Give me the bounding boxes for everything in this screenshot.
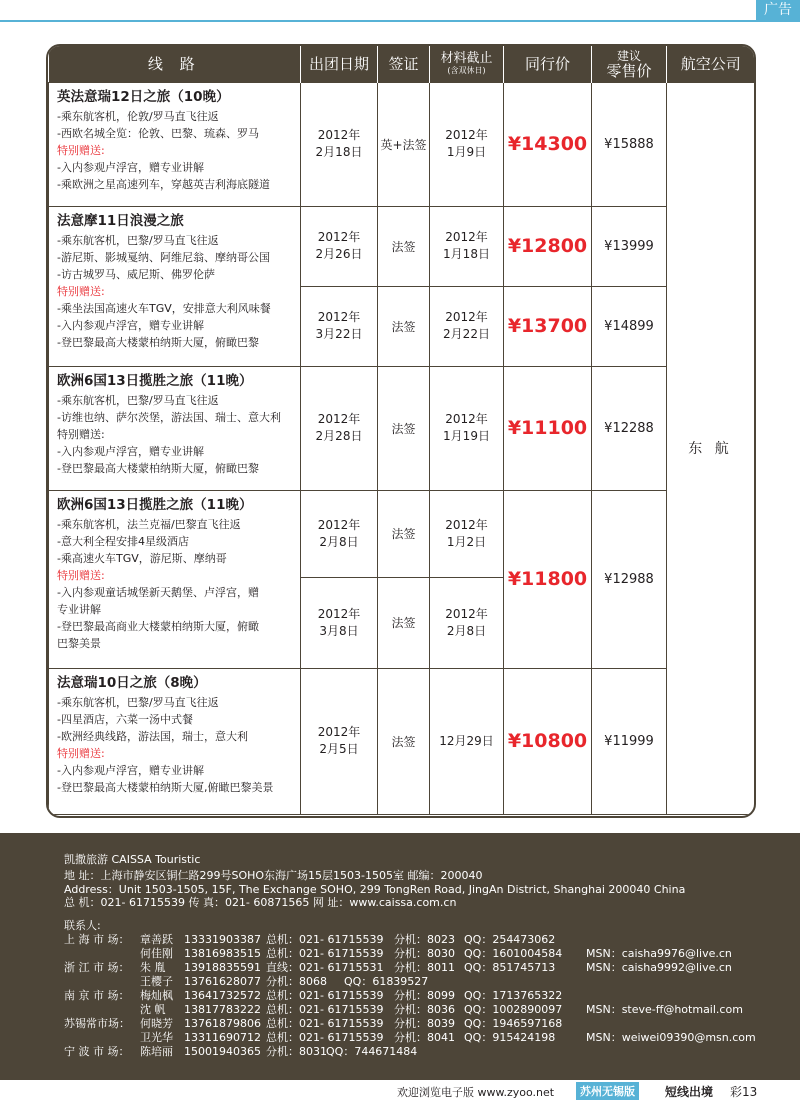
deadline-date <box>430 577 504 668</box>
departure-date <box>301 206 378 286</box>
date-day: 3月8日 <box>319 623 359 638</box>
route-line: -乘东航客机，巴黎/罗马直飞往返 <box>57 393 219 407</box>
date-year: 2012年 <box>317 412 361 426</box>
date-day: 3月22日 <box>315 327 363 341</box>
retail-price: ¥15888 <box>592 82 667 206</box>
deadline-day: 1月18日 <box>443 247 490 261</box>
header-retail-l2: 零售价 <box>606 61 652 80</box>
route-line: -欧洲经典线路，游法国，瑞士，意大利 <box>57 729 248 743</box>
header-date: 出团日期 <box>301 46 378 82</box>
agent-price: ¥11800 <box>504 490 592 668</box>
contact-qq: QQ：1002890097 <box>464 1003 563 1016</box>
date-day: 2月28日 <box>315 429 363 443</box>
route-extra: -登巴黎最高大楼蒙柏纳斯大厦，俯瞰巴黎 <box>57 461 259 475</box>
agent-price: ¥10800 <box>504 668 592 814</box>
route-extra: -入内参观卢浮宫，赠专业讲解 <box>57 160 204 174</box>
visa-type: 法签 <box>378 366 430 490</box>
site-promo-link[interactable]: 欢迎浏览电子版 www.zyoo.net <box>397 1086 555 1099</box>
contact-name: 梅灿枫 <box>140 989 173 1002</box>
date-year: 2012年 <box>317 310 361 324</box>
address-en: Address：Unit 1503-1505, 15F, The Exchange SOHO, 299 TongRen Road, JingAn District, Shanghai 200040 China <box>64 883 686 896</box>
departure-date <box>301 286 378 366</box>
contact-market: 浙 江 市 场： <box>64 961 130 974</box>
deadline-date <box>430 206 504 286</box>
contact-line: 分机：8031 <box>266 1045 327 1058</box>
special-gift-label: 特别赠送: <box>57 568 105 582</box>
route-cell <box>49 366 301 490</box>
route-cell <box>49 490 301 668</box>
header-deadline-main: 材料截止 <box>440 50 493 66</box>
route-cell <box>49 206 301 366</box>
date-year: 2012年 <box>317 517 361 532</box>
date-year: 2012年 <box>317 128 361 142</box>
retail-price: ¥12988 <box>592 490 667 668</box>
contact-line: 总机：021- 61715539 <box>266 989 384 1002</box>
route-extra: 巴黎美景 <box>57 636 101 650</box>
route-line: -乘东航客机，巴黎/罗马直飞往返 <box>57 233 219 247</box>
date-day: 2月8日 <box>319 534 359 549</box>
contact-mobile: 13311690712 <box>184 1031 261 1044</box>
contact-line: 总机：021- 61715539 <box>266 947 384 960</box>
special-gift-label: 特别赠送: <box>57 427 105 441</box>
date-day: 2月5日 <box>319 742 359 756</box>
deadline-day: 2月22日 <box>443 327 490 341</box>
header-airline: 航空公司 <box>667 46 755 82</box>
route-title: 欧洲6国13日揽胜之旅（11晚） <box>57 496 253 513</box>
retail-price: ¥13999 <box>592 206 667 286</box>
deadline-year: 2012年 <box>445 412 488 426</box>
company-footer <box>0 833 800 1080</box>
visa-type: 法签 <box>378 286 430 366</box>
deadline-day: 2月8日 <box>446 623 487 638</box>
contact-mobile: 13816983515 <box>184 947 261 960</box>
visa-type: 法签 <box>378 206 430 286</box>
departure-date <box>301 577 378 668</box>
contact-mobile: 13331903387 <box>184 933 261 946</box>
contact-msn: MSN：caisha9976@live.cn <box>586 947 732 960</box>
contact-ext: 分机：8030 <box>394 947 455 960</box>
section-title: 短线出境 <box>665 1085 714 1099</box>
route-extra: 专业讲解 <box>57 602 101 616</box>
contact-market: 南 京 市 场： <box>64 989 130 1002</box>
header-visa: 签证 <box>378 46 430 82</box>
contact-ext: 分机：8099 <box>394 989 455 1002</box>
header-retail-l1: 建议 <box>616 48 641 63</box>
contact-qq: QQ：915424198 <box>464 1031 556 1044</box>
route-line: -访维也纳、萨尔茨堡，游法国、瑞士、意大利 <box>57 410 281 424</box>
header-route: 线 路 <box>49 46 301 82</box>
company-name: 凯撒旅游 CAISSA Touristic <box>64 853 201 866</box>
route-title: 法意瑞10日之旅（8晚） <box>57 674 207 691</box>
edition-tag: 苏州无锡版 <box>576 1082 639 1100</box>
retail-price: ¥12288 <box>592 366 667 490</box>
phone-info: 总 机：021- 61715539 传 真：021- 60871565 网 址：www.caissa.com.cn <box>64 896 457 909</box>
table-row <box>49 668 755 814</box>
date-year: 2012年 <box>317 725 361 739</box>
route-line: -游尼斯、影城戛纳、阿维尼翁、摩纳哥公国 <box>57 250 270 264</box>
deadline-date <box>430 366 504 490</box>
contact-qq: QQ：1601004584 <box>464 947 563 960</box>
date-day: 2月18日 <box>315 145 363 159</box>
header-retail <box>592 46 667 82</box>
contact-ext: 分机：8039 <box>394 1017 455 1030</box>
table-row <box>49 366 755 490</box>
airline-cell: 东 航 <box>667 82 755 814</box>
contact-qq: QQ：254473062 <box>464 933 556 946</box>
contact-msn: MSN：weiwei09390@msn.com <box>586 1031 756 1044</box>
special-gift-label: 特别赠送: <box>57 143 105 157</box>
departure-date <box>301 366 378 490</box>
departure-date <box>301 668 378 814</box>
agent-price: ¥12800 <box>504 206 592 286</box>
visa-type: 法签 <box>378 490 430 577</box>
route-extra: -入内参观卢浮宫，赠专业讲解 <box>57 318 204 332</box>
tour-table-container <box>46 44 756 818</box>
deadline-year: 2012年 <box>445 128 488 142</box>
contact-market: 宁 波 市 场： <box>64 1045 130 1058</box>
route-line: -意大利全程安排4星级酒店 <box>57 534 189 548</box>
route-extra: -登巴黎最高大楼蒙柏纳斯大厦，俯瞰巴黎 <box>57 335 259 349</box>
table-row <box>49 82 755 206</box>
route-line: -乘东航客机，法兰克福/巴黎直飞往返 <box>57 517 241 531</box>
route-line: -乘高速火车TGV，游尼斯、摩纳哥 <box>57 551 227 565</box>
header-agent-price: 同行价 <box>504 46 592 82</box>
deadline-date <box>430 286 504 366</box>
route-extra: -乘欧洲之星高速列车，穿越英吉利海底隧道 <box>57 177 270 191</box>
route-extra: -入内参观童话城堡新天鹅堡、卢浮宫，赠 <box>57 585 259 599</box>
ad-badge: 广告 <box>756 0 800 20</box>
contact-line: 总机：021- 61715539 <box>266 933 384 946</box>
route-extra: -登巴黎最高大楼蒙柏纳斯大厦,俯瞰巴黎美景 <box>57 780 274 794</box>
contact-mobile: 13641732572 <box>184 989 261 1002</box>
route-extra: -登巴黎最高商业大楼蒙柏纳斯大厦，俯瞰 <box>57 619 259 633</box>
visa-type: 法签 <box>378 668 430 814</box>
contact-line: 总机：021- 61715539 <box>266 1031 384 1044</box>
contact-msn: MSN：steve-ff@hotmail.com <box>586 1003 743 1016</box>
deadline-year: 2012年 <box>445 517 488 532</box>
route-line: -西欧名城全览：伦敦、巴黎、琉森、罗马 <box>57 126 259 140</box>
contact-ext: QQ：744671484 <box>326 1045 418 1058</box>
contact-ext: 分机：8036 <box>394 1003 455 1016</box>
deadline-year: 2012年 <box>445 310 488 324</box>
top-divider <box>0 20 800 22</box>
deadline-date <box>430 82 504 206</box>
contact-mobile: 15001940365 <box>184 1045 261 1058</box>
contact-qq: QQ：851745713 <box>464 961 556 974</box>
contact-mobile: 13918835591 <box>184 961 261 974</box>
contact-mobile: 13761879806 <box>184 1017 261 1030</box>
deadline-day: 1月2日 <box>446 534 487 549</box>
contact-line: 直线：021- 61715531 <box>266 961 384 974</box>
agent-price: ¥11100 <box>504 366 592 490</box>
route-extra: -乘坐法国高速火车TGV，安排意大利风味餐 <box>57 301 271 315</box>
contact-qq: QQ：1713765322 <box>464 989 563 1002</box>
contact-ext: 分机：8023 <box>394 933 455 946</box>
route-cell <box>49 82 301 206</box>
agent-price: ¥13700 <box>504 286 592 366</box>
deadline-year: 2012年 <box>445 230 488 244</box>
bottom-bar <box>0 1080 800 1100</box>
contact-ext: QQ：61839527 <box>344 975 429 988</box>
contact-line: 总机：021- 61715539 <box>266 1003 384 1016</box>
address-cn: 地 址：上海市静安区铜仁路299号SOHO东海广场15层1503-1505室 邮编：200040 <box>64 869 483 882</box>
date-day: 2月26日 <box>315 247 363 261</box>
contacts-label: 联系人: <box>64 919 101 932</box>
route-extra: -入内参观卢浮宫，赠专业讲解 <box>57 444 204 458</box>
contact-name: 何佳刚 <box>140 947 173 960</box>
route-title: 英法意瑞12日之旅（10晚） <box>57 88 230 105</box>
contact-qq: QQ：1946597168 <box>464 1017 563 1030</box>
deadline-day: 1月19日 <box>443 429 490 443</box>
special-gift-label: 特别赠送: <box>57 284 105 298</box>
table-row <box>49 490 755 577</box>
contact-line: 总机：021- 61715539 <box>266 1017 384 1030</box>
route-line: -四星酒店，六菜一汤中式餐 <box>57 712 193 726</box>
contact-line: 分机：8068 <box>266 975 327 988</box>
date-year: 2012年 <box>317 230 361 244</box>
route-line: -乘东航客机，伦敦/罗马直飞往返 <box>57 109 219 123</box>
route-title: 欧洲6国13日揽胜之旅（11晚） <box>57 372 253 389</box>
contact-name: 沈 帆 <box>140 1003 166 1016</box>
route-line: -乘东航客机，巴黎/罗马直飞往返 <box>57 695 219 709</box>
contact-name: 卫光华 <box>140 1031 173 1044</box>
header-deadline-sub: (含双休日) <box>447 65 486 75</box>
agent-price: ¥14300 <box>504 82 592 206</box>
contact-name: 章善跃 <box>140 933 173 946</box>
contact-market: 苏锡常市场： <box>64 1017 130 1030</box>
route-extra: -入内参观卢浮宫，赠专业讲解 <box>57 763 204 777</box>
route-title: 法意摩11日浪漫之旅 <box>57 212 184 229</box>
route-line: -访古城罗马、威尼斯、佛罗伦萨 <box>57 267 215 281</box>
page-number: 彩13 <box>730 1085 758 1099</box>
deadline-date: 12月29日 <box>430 668 504 814</box>
visa-type: 英+法签 <box>378 82 430 206</box>
route-cell <box>49 668 301 814</box>
contact-name: 王樱子 <box>140 975 173 988</box>
departure-date <box>301 82 378 206</box>
deadline-day: 1月9日 <box>446 145 487 159</box>
table-header-row <box>49 46 755 82</box>
contact-name: 朱 胤 <box>140 961 166 974</box>
visa-type: 法签 <box>378 577 430 668</box>
contact-name: 何晓芳 <box>140 1017 173 1030</box>
table-row <box>49 206 755 286</box>
retail-price: ¥11999 <box>592 668 667 814</box>
contact-mobile: 13817783222 <box>184 1003 261 1016</box>
header-deadline <box>430 46 504 82</box>
date-year: 2012年 <box>317 606 361 621</box>
contact-mobile: 13761628077 <box>184 975 261 988</box>
contact-ext: 分机：8041 <box>394 1031 455 1044</box>
deadline-date <box>430 490 504 577</box>
departure-date <box>301 490 378 577</box>
special-gift-label: 特别赠送: <box>57 746 105 760</box>
contact-ext: 分机：8011 <box>394 961 455 974</box>
contact-msn: MSN：caisha9992@live.cn <box>586 961 732 974</box>
contact-name: 陈培丽 <box>140 1045 173 1058</box>
deadline-year: 2012年 <box>445 606 488 621</box>
tour-table <box>48 46 755 815</box>
contact-market: 上 海 市 场： <box>64 933 130 946</box>
retail-price: ¥14899 <box>592 286 667 366</box>
